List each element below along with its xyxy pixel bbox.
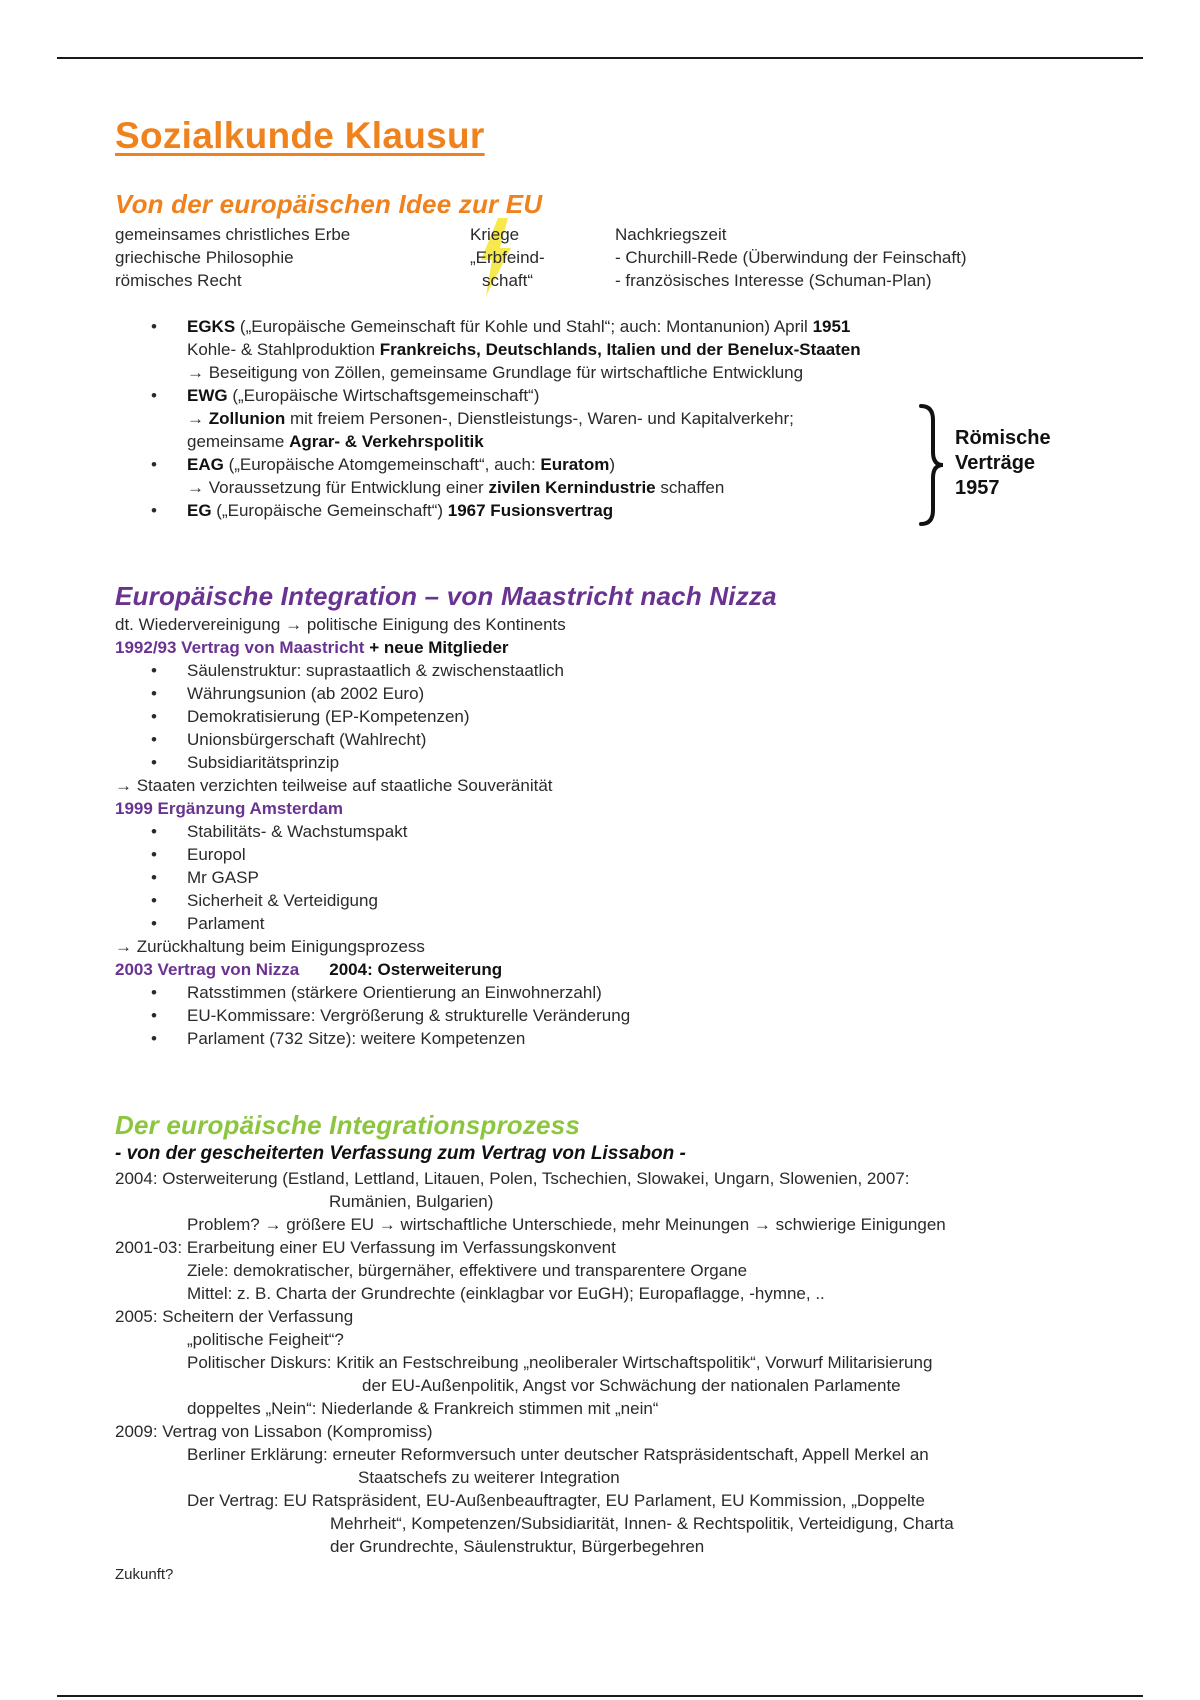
roem-line: Römische (955, 427, 1051, 449)
item-text: Sicherheit & Verteidigung (187, 891, 378, 910)
origin-item: gemeinsames christliches Erbe (115, 225, 351, 244)
item-text: Parlament (187, 914, 265, 933)
item-text: Subsidiaritätsprinzip (187, 753, 340, 772)
s2-intro: dt. Wiedervereinigung → politische Einigung des Kontinents (115, 615, 566, 634)
s3-line: Mehrheit“, Kompetenzen/Subsidiarität, Innen- & Rechtspolitik, Verteidigung, Charta (330, 1514, 954, 1533)
eag-euratom: Euratom (540, 455, 610, 474)
postwar-column (615, 223, 966, 292)
list-item (115, 705, 630, 728)
item-text: Parlament (732 Sitze): weitere Kompetenzen (187, 1029, 526, 1048)
bullet: • (151, 1006, 157, 1025)
egks-label: EGKS (187, 317, 236, 336)
section3-body (115, 1167, 954, 1558)
s3-line: Politischer Diskurs: Kritik an Festschreibung „neoliberaler Wirtschaftspolitik“, Vorwurf Militarisierung (187, 1353, 933, 1372)
nizza-title: 2003 Vertrag von Nizza (115, 960, 300, 979)
list-item (115, 820, 630, 843)
eag-label: EAG (187, 455, 224, 474)
item-text: Säulenstruktur: suprastaatlich & zwischenstaatlich (187, 661, 565, 680)
wars-column (470, 223, 545, 292)
list-item (115, 843, 630, 866)
list-item-ewg (115, 384, 861, 407)
osterweiterung-label: 2004: Osterweiterung (329, 960, 503, 979)
eag-close: ) (609, 455, 616, 474)
postwar-item: - französisches Interesse (Schuman-Plan) (615, 271, 932, 290)
roem-year: 1957 (955, 477, 1000, 499)
s3-line: Rumänien, Bulgarien) (329, 1192, 494, 1211)
list-item (115, 1004, 630, 1027)
s3-line: 2001-03: Erarbeitung einer EU Verfassung im Verfassungskonvent (115, 1238, 616, 1257)
section1-heading: Von der europäischen Idee zur EU (115, 189, 543, 219)
zukunft-text: Zukunft? (115, 1566, 174, 1583)
bullet: • (151, 845, 157, 864)
section3-heading: Der europäische Integrationsprozess (115, 1110, 581, 1140)
item-text: EU-Kommissare: Vergrößerung & strukturelle Veränderung (187, 1006, 631, 1025)
amsterdam-items (115, 820, 630, 935)
section3-subheading: - von der gescheiterten Verfassung zum Vertrag von Lissabon - (115, 1143, 686, 1164)
bullet: • (151, 983, 157, 1002)
list-item (115, 866, 630, 889)
egks-text: („Europäische Gemeinschaft für Kohle und Stahl“; auch: Montanunion) April (235, 317, 813, 336)
list-item (115, 659, 630, 682)
list-item (115, 912, 630, 935)
bullet: • (151, 730, 157, 749)
s3-line: Staatschefs zu weiterer Integration (358, 1468, 620, 1487)
bullet: • (151, 707, 157, 726)
list-item (115, 728, 630, 751)
maastricht-suffix: + neue Mitglieder (364, 638, 509, 657)
list-item-egks (115, 315, 861, 338)
maastricht-items (115, 659, 630, 774)
eag-line2-end: schaffen (655, 478, 725, 497)
s3-line: 2004: Osterweiterung (Estland, Lettland, Litauen, Polen, Tschechien, Slowakei, Ungarn, Slowenien, 2007: (115, 1169, 910, 1188)
egks-line3: → Beseitigung von Zöllen, gemeinsame Grundlage für wirtschaftliche Entwicklung (187, 363, 804, 382)
list-item-cont (115, 476, 861, 499)
wars-item: Kriege (470, 225, 520, 244)
eg-fusionsvertrag: 1967 Fusionsvertrag (447, 501, 614, 520)
top-rule (57, 57, 1143, 59)
list-item-cont (115, 407, 861, 430)
origin-item: griechische Philosophie (115, 248, 294, 267)
nizza-items (115, 981, 630, 1050)
eg-text: („Europäische Gemeinschaft“) (211, 501, 448, 520)
amsterdam-heading: 1999 Ergänzung Amsterdam (115, 799, 343, 818)
s3-line: der Grundrechte, Säulenstruktur, Bürgerbegehren (330, 1537, 705, 1556)
eg-label: EG (187, 501, 212, 520)
item-text: Mr GASP (187, 868, 259, 887)
bullet: • (151, 1029, 157, 1048)
egks-countries: Frankreichs, Deutschlands, Italien und der Benelux-Staaten (379, 340, 861, 359)
list-item (115, 751, 630, 774)
nizza-heading (115, 958, 630, 981)
s3-line: Ziele: demokratischer, bürgernäher, effektivere und transparentere Organe (187, 1261, 748, 1280)
s3-line: doppeltes „Nein“: Niederlande & Frankreich stimmen mit „nein“ (187, 1399, 659, 1418)
maastricht-heading (115, 636, 630, 659)
item-text: Ratsstimmen (stärkere Orientierung an Einwohnerzahl) (187, 983, 602, 1002)
s3-line: Problem? → größere EU → wirtschaftliche Unterschiede, mehr Meinungen → schwierige Einigungen (187, 1215, 946, 1234)
bullet: • (151, 501, 157, 520)
list-item-eg (115, 499, 861, 522)
bullet: • (151, 753, 157, 772)
list-item (115, 682, 630, 705)
bullet: • (151, 868, 157, 887)
eag-line2: → Voraussetzung für Entwicklung einer (187, 478, 489, 497)
section2-body (115, 613, 630, 1050)
ewg-text: („Europäische Wirtschaftsgemeinschaft“) (227, 386, 540, 405)
item-text: Unionsbürgerschaft (Wahlrecht) (187, 730, 427, 749)
roem-line: Verträge (955, 452, 1036, 474)
document-title: Sozialkunde Klausur (115, 115, 485, 156)
list-item (115, 1027, 630, 1050)
list-item (115, 981, 630, 1004)
ewg-label: EWG (187, 386, 228, 405)
item-text: Demokratisierung (EP-Kompetenzen) (187, 707, 470, 726)
wars-item: schaft“ (482, 271, 534, 290)
wars-item: „Erbfeind- (470, 248, 545, 267)
eag-kernindustrie: zivilen Kernindustrie (488, 478, 656, 497)
roemische-vertraege-label (955, 426, 1051, 501)
list-item (115, 889, 630, 912)
bullet: • (151, 684, 157, 703)
ewg-line3: gemeinsame (187, 432, 290, 451)
bullet: • (151, 914, 157, 933)
ewg-line2: mit freiem Personen-, Dienstleistungs-, Waren- und Kapitalverkehr; (285, 409, 794, 428)
list-item-cont (115, 430, 861, 453)
section2-heading: Europäische Integration – von Maastricht nach Nizza (115, 581, 777, 611)
maastricht-result: → Staaten verzichten teilweise auf staatliche Souveränität (115, 776, 553, 795)
bullet: • (151, 891, 157, 910)
postwar-item: Nachkriegszeit (615, 225, 727, 244)
s3-line: 2009: Vertrag von Lissabon (Kompromiss) (115, 1422, 433, 1441)
maastricht-title: 1992/93 Vertrag von Maastricht (115, 638, 365, 657)
ewg-arrow: → (187, 409, 209, 428)
list-item-cont (115, 338, 861, 361)
curly-brace-icon (915, 402, 945, 528)
bullet: • (151, 386, 157, 405)
item-text: Währungsunion (ab 2002 Euro) (187, 684, 425, 703)
s3-line: „politische Feigheit“? (187, 1330, 344, 1349)
ewg-zollunion: Zollunion (208, 409, 286, 428)
origins-column (115, 223, 350, 292)
bullet: • (151, 661, 157, 680)
s3-line: Berliner Erklärung: erneuter Reformversuch unter deutscher Ratspräsidentschaft, Appell Merkel an (187, 1445, 929, 1464)
item-text: Stabilitäts- & Wachstumspakt (187, 822, 408, 841)
item-text: Europol (187, 845, 246, 864)
s3-line: der EU-Außenpolitik, Angst vor Schwächung der nationalen Parlamente (362, 1376, 901, 1395)
s3-line: Mittel: z. B. Charta der Grundrechte (einklagbar vor EuGH); Europaflagge, -hymne, .. (187, 1284, 825, 1303)
list-item-eag (115, 453, 861, 476)
bottom-rule (57, 1695, 1143, 1697)
eag-text: („Europäische Atomgemeinschaft“, auch: (223, 455, 541, 474)
postwar-item: - Churchill-Rede (Überwindung der Feinschaft) (615, 248, 967, 267)
bullet: • (151, 822, 157, 841)
s3-line: 2005: Scheitern der Verfassung (115, 1307, 354, 1326)
egks-line2: Kohle- & Stahlproduktion (187, 340, 380, 359)
bullet: • (151, 455, 157, 474)
amsterdam-result: → Zurückhaltung beim Einigungsprozess (115, 937, 425, 956)
bullet: • (151, 317, 157, 336)
list-item-cont (115, 361, 861, 384)
treaties-list (115, 315, 861, 522)
egks-year: 1951 (812, 317, 851, 336)
origin-item: römisches Recht (115, 271, 242, 290)
s3-line: Der Vertrag: EU Ratspräsident, EU-Außenbeauftragter, EU Parlament, EU Kommission, „Doppelte (187, 1491, 925, 1510)
ewg-policy: Agrar- & Verkehrspolitik (289, 432, 484, 451)
